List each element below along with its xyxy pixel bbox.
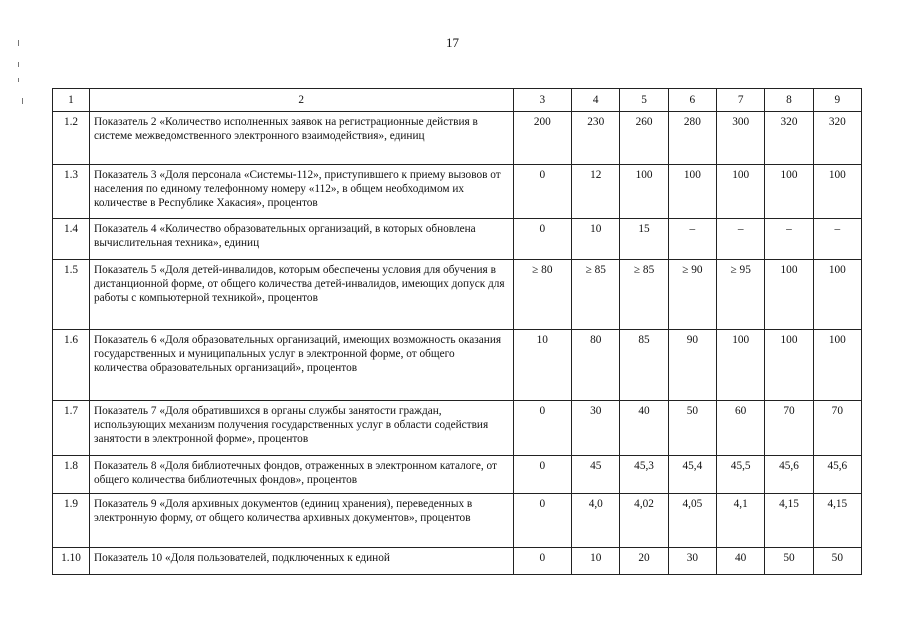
value-cell: 320 [765, 112, 813, 165]
value-cell: 4,15 [765, 494, 813, 548]
value-cell: – [765, 219, 813, 260]
header-cell: 2 [90, 89, 514, 112]
value-cell: 90 [668, 330, 716, 401]
row-number: 1.9 [53, 494, 90, 548]
indicator-description: Показатель 2 «Количество исполненных заявок на регистрационные действия в системе межведомственного электронного взаимодействия», единиц [90, 112, 514, 165]
value-cell: ≥ 80 [513, 260, 572, 330]
value-cell: 50 [813, 548, 861, 575]
indicator-description: Показатель 10 «Доля пользователей, подключенных к единой [90, 548, 514, 575]
indicator-description: Показатель 6 «Доля образовательных организаций, имеющих возможность оказания государственных и муниципальных услуг в электронной форме, от общего количества образовательных организаций», процентов [90, 330, 514, 401]
value-cell: – [668, 219, 716, 260]
value-cell: 20 [620, 548, 668, 575]
value-cell: 4,15 [813, 494, 861, 548]
value-cell: 70 [765, 401, 813, 456]
header-cell: 5 [620, 89, 668, 112]
header-cell: 8 [765, 89, 813, 112]
value-cell: 100 [813, 330, 861, 401]
value-cell: 0 [513, 165, 572, 219]
indicator-description: Показатель 3 «Доля персонала «Системы-112», приступившего к приему вызовов от населения по единому телефонному номеру «112», в общем необходимом их количестве в Республике Хакасия», процентов [90, 165, 514, 219]
table-header-row [53, 89, 862, 112]
value-cell: 45,6 [813, 456, 861, 494]
indicator-description: Показатель 9 «Доля архивных документов (единиц хранения), переведенных в электронную форму, от общего количества архивных документов», процентов [90, 494, 514, 548]
header-cell: 1 [53, 89, 90, 112]
header-cell: 6 [668, 89, 716, 112]
value-cell: 100 [813, 260, 861, 330]
row-number: 1.7 [53, 401, 90, 456]
value-cell: 260 [620, 112, 668, 165]
indicator-description: Показатель 7 «Доля обратившихся в органы службы занятости граждан, использующих механизм получения государственных услуг в области содействия занятости в электронной форме», процентов [90, 401, 514, 456]
value-cell: 45,5 [717, 456, 765, 494]
value-cell: 85 [620, 330, 668, 401]
header-cell: 3 [513, 89, 572, 112]
value-cell: 4,1 [717, 494, 765, 548]
value-cell: 0 [513, 401, 572, 456]
table-row [53, 548, 862, 575]
value-cell: 100 [717, 165, 765, 219]
value-cell: 300 [717, 112, 765, 165]
row-number: 1.2 [53, 112, 90, 165]
value-cell: 80 [572, 330, 620, 401]
value-cell: ≥ 85 [572, 260, 620, 330]
row-number: 1.6 [53, 330, 90, 401]
value-cell: ≥ 90 [668, 260, 716, 330]
value-cell: 45,3 [620, 456, 668, 494]
value-cell: ≥ 85 [620, 260, 668, 330]
value-cell: 100 [765, 165, 813, 219]
value-cell: 50 [765, 548, 813, 575]
header-cell: 4 [572, 89, 620, 112]
indicator-description: Показатель 8 «Доля библиотечных фондов, отраженных в электронном каталоге, от общего количества библиотечных фондов», процентов [90, 456, 514, 494]
value-cell: 40 [620, 401, 668, 456]
value-cell: 100 [765, 260, 813, 330]
value-cell: ≥ 95 [717, 260, 765, 330]
value-cell: – [813, 219, 861, 260]
value-cell: 12 [572, 165, 620, 219]
row-number: 1.5 [53, 260, 90, 330]
value-cell: 10 [572, 219, 620, 260]
row-number: 1.8 [53, 456, 90, 494]
value-cell: 40 [717, 548, 765, 575]
value-cell: 10 [572, 548, 620, 575]
value-cell: 4,02 [620, 494, 668, 548]
value-cell: 0 [513, 456, 572, 494]
value-cell: 45 [572, 456, 620, 494]
value-cell: 45,6 [765, 456, 813, 494]
table-row [53, 456, 862, 494]
table-row [53, 330, 862, 401]
value-cell: 0 [513, 219, 572, 260]
header-cell: 9 [813, 89, 861, 112]
value-cell: 30 [668, 548, 716, 575]
table-row [53, 219, 862, 260]
indicator-description: Показатель 5 «Доля детей-инвалидов, которым обеспечены условия для обучения в дистанционной форме, от общего количества детей-инвалидов, имеющих допуск для работы с компьютерной техникой», процентов [90, 260, 514, 330]
indicator-description: Показатель 4 «Количество образовательных организаций, в которых обновлена вычислительная техника», единиц [90, 219, 514, 260]
value-cell: 10 [513, 330, 572, 401]
value-cell: 100 [717, 330, 765, 401]
table-row [53, 165, 862, 219]
value-cell: 230 [572, 112, 620, 165]
row-number: 1.10 [53, 548, 90, 575]
table-row [53, 401, 862, 456]
value-cell: 320 [813, 112, 861, 165]
table-row [53, 260, 862, 330]
value-cell: 45,4 [668, 456, 716, 494]
value-cell: 30 [572, 401, 620, 456]
header-cell: 7 [717, 89, 765, 112]
value-cell: 100 [668, 165, 716, 219]
value-cell: 100 [813, 165, 861, 219]
value-cell: 60 [717, 401, 765, 456]
value-cell: 50 [668, 401, 716, 456]
value-cell: 0 [513, 494, 572, 548]
value-cell: – [717, 219, 765, 260]
value-cell: 15 [620, 219, 668, 260]
row-number: 1.3 [53, 165, 90, 219]
value-cell: 4,0 [572, 494, 620, 548]
page-number: 17 [446, 35, 459, 50]
value-cell: 280 [668, 112, 716, 165]
value-cell: 4,05 [668, 494, 716, 548]
value-cell: 70 [813, 401, 861, 456]
value-cell: 100 [765, 330, 813, 401]
value-cell: 200 [513, 112, 572, 165]
table-row [53, 494, 862, 548]
value-cell: 0 [513, 548, 572, 575]
row-number: 1.4 [53, 219, 90, 260]
value-cell: 100 [620, 165, 668, 219]
indicators-table [52, 88, 862, 575]
table-row [53, 112, 862, 165]
